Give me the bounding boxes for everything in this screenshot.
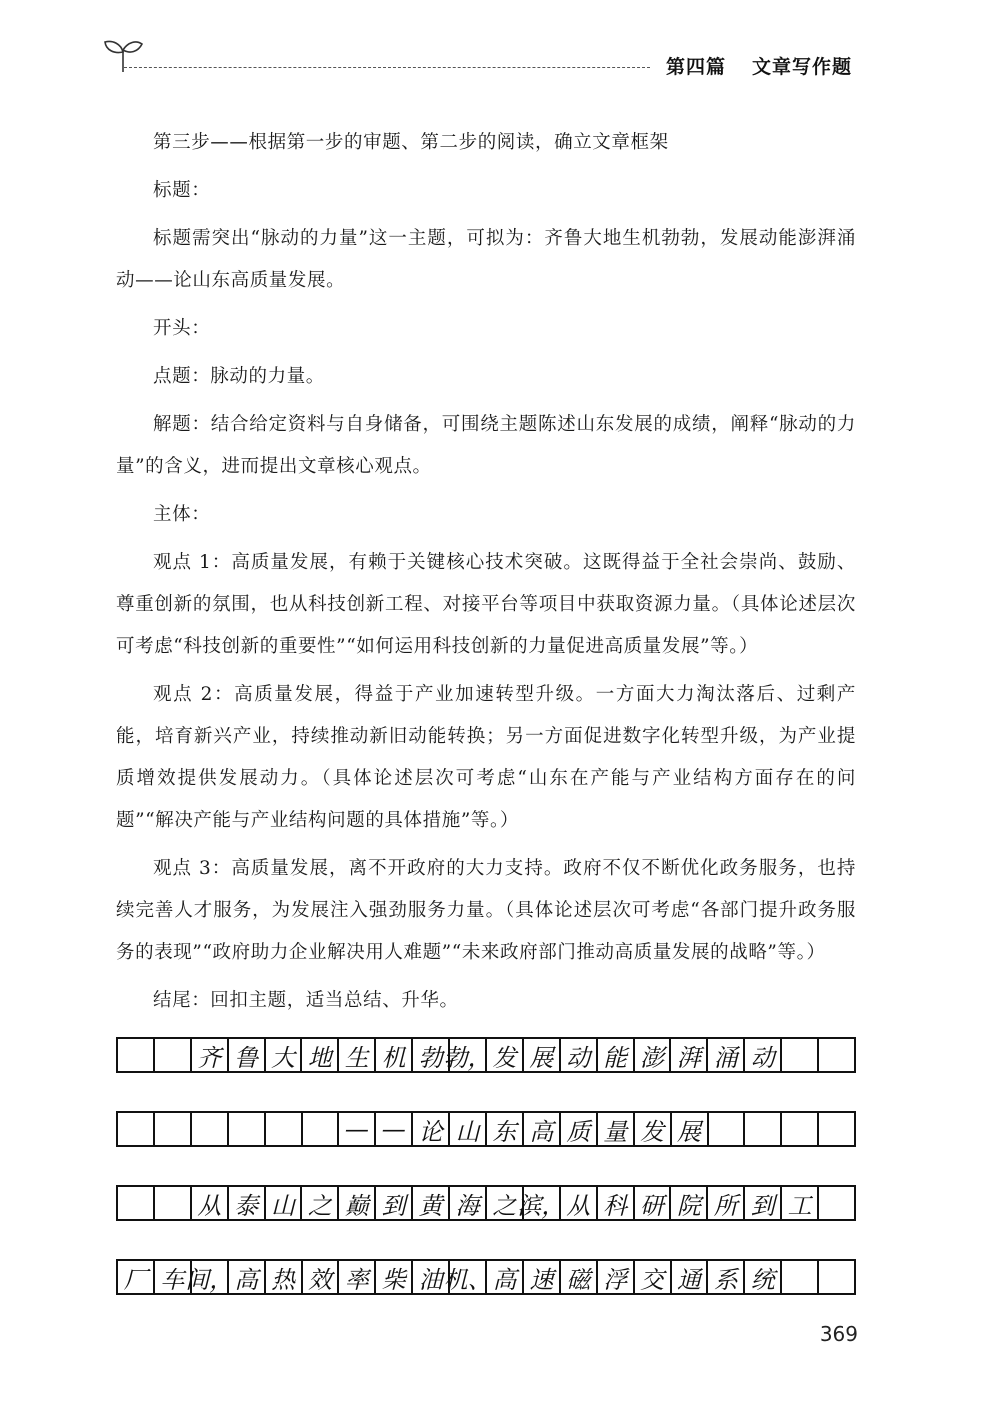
grid-cell: 动 xyxy=(745,1039,782,1071)
grid-cell xyxy=(192,1113,229,1145)
grid-cell: 地 xyxy=(302,1039,339,1071)
article-body xyxy=(116,122,856,1028)
grid-cell: — xyxy=(376,1113,413,1145)
paragraph-viewpoint-2: 观点 2：高质量发展，得益于产业加速转型升级。一方面大力淘汰落后、过剩产能，培育新兴产业，持续推动新旧动能转换；另一方面促进数字化转型升级，为产业提质增效提供发展动力。（具体论述层次可考虑“山东在产能与产业结构方面存在的问题”“解决产能与产业结构问题的具体措施”等。） xyxy=(116,684,856,831)
grid-cell: 巅 xyxy=(339,1187,376,1219)
grid-cell: 机 xyxy=(376,1039,413,1071)
grid-cell: 勃 xyxy=(413,1039,450,1071)
grid-cell xyxy=(819,1187,856,1219)
grid-cell: 黄 xyxy=(413,1187,450,1219)
grid-cell: 鲁 xyxy=(229,1039,266,1071)
paragraph-title-label: 标题： xyxy=(153,180,211,201)
grid-cell: 海 xyxy=(450,1187,487,1219)
grid-cell: 动 xyxy=(561,1039,598,1071)
grid-cell: 效 xyxy=(303,1261,340,1293)
grid-cell: 从 xyxy=(561,1187,598,1219)
page-header xyxy=(100,34,860,84)
grid-cell: 能 xyxy=(598,1039,635,1071)
grid-cell: 机、 xyxy=(450,1261,487,1293)
grid-cell: 研 xyxy=(635,1187,672,1219)
header-title xyxy=(666,52,852,79)
grid-cell: 到 xyxy=(376,1187,413,1219)
grid-cell: 工 xyxy=(782,1187,819,1219)
grid-cell: 滨， xyxy=(524,1187,561,1219)
grid-cell: 发 xyxy=(487,1039,524,1071)
paragraph-title-detail: 标题需突出“脉动的力量”这一主题，可拟为：齐鲁大地生机勃勃，发展动能澎湃涌动——论山东高质量发展。 xyxy=(116,228,856,291)
grid-cell: 高 xyxy=(229,1261,266,1293)
grid-cell: 澎 xyxy=(635,1039,672,1071)
paragraph-body-label: 主体： xyxy=(153,504,211,525)
page-number: 369 xyxy=(819,1322,858,1346)
grid-cell: 东 xyxy=(487,1113,524,1145)
grid-cell xyxy=(819,1261,856,1293)
writing-grid xyxy=(116,1037,856,1333)
grid-cell: 展 xyxy=(672,1113,709,1145)
grid-row xyxy=(116,1037,856,1073)
header-part: 第四篇 xyxy=(665,56,726,78)
header-divider xyxy=(124,67,650,68)
grid-cell: — xyxy=(339,1113,376,1145)
paragraph-ending: 结尾：回扣主题，适当总结、升华。 xyxy=(153,990,459,1011)
grid-cell: 量 xyxy=(598,1113,635,1145)
grid-cell: 质 xyxy=(561,1113,598,1145)
grid-row xyxy=(116,1185,856,1221)
grid-cell xyxy=(819,1039,856,1071)
grid-cell: 高 xyxy=(487,1261,524,1293)
grid-cell xyxy=(118,1039,155,1071)
paragraph-explain-topic: 解题：结合给定资料与自身储备，可围绕主题陈述山东发展的成绩，阐释“脉动的力量”的含义，进而提出文章核心观点。 xyxy=(116,414,856,477)
grid-cell xyxy=(819,1113,856,1145)
grid-cell: 之 xyxy=(487,1187,524,1219)
grid-cell xyxy=(303,1113,340,1145)
grid-cell: 率 xyxy=(339,1261,376,1293)
grid-cell: 到 xyxy=(745,1187,782,1219)
grid-row xyxy=(116,1111,856,1147)
grid-cell: 展 xyxy=(524,1039,561,1071)
grid-cell xyxy=(118,1113,155,1145)
grid-cell xyxy=(155,1039,192,1071)
paragraph-opening-label: 开头： xyxy=(153,318,211,339)
sprout-icon xyxy=(100,34,146,74)
grid-cell: 柴 xyxy=(376,1261,413,1293)
grid-cell: 之 xyxy=(302,1187,339,1219)
grid-row xyxy=(116,1259,856,1295)
grid-cell: 论 xyxy=(413,1113,450,1145)
grid-cell: 热 xyxy=(266,1261,303,1293)
grid-cell: 油 xyxy=(413,1261,450,1293)
grid-cell xyxy=(782,1039,819,1071)
paragraph-viewpoint-3: 观点 3：高质量发展，离不开政府的大力支持。政府不仅不断优化政务服务，也持续完善人才服务，为发展注入强劲服务力量。（具体论述层次可考虑“各部门提升政务服务的表现”“政府助力企业解决用人难题”“未来政府部门推动高质量发展的战略”等。） xyxy=(116,858,856,963)
grid-cell xyxy=(266,1113,303,1145)
grid-cell: 院 xyxy=(671,1187,708,1219)
grid-cell: 间， xyxy=(192,1261,229,1293)
grid-cell: 生 xyxy=(339,1039,376,1071)
grid-cell xyxy=(155,1187,192,1219)
grid-cell: 磁 xyxy=(561,1261,598,1293)
grid-cell: 速 xyxy=(524,1261,561,1293)
grid-cell xyxy=(155,1113,192,1145)
grid-cell xyxy=(118,1187,155,1219)
grid-cell xyxy=(229,1113,266,1145)
grid-cell: 车 xyxy=(155,1261,192,1293)
paragraph-step-three: 第三步——根据第一步的审题、第二步的阅读，确立文章框架 xyxy=(153,132,669,153)
grid-cell: 从 xyxy=(192,1187,229,1219)
grid-cell: 发 xyxy=(635,1113,672,1145)
grid-cell: 系 xyxy=(708,1261,745,1293)
grid-cell: 通 xyxy=(672,1261,709,1293)
grid-cell xyxy=(745,1113,782,1145)
grid-cell: 涌 xyxy=(708,1039,745,1071)
grid-cell: 交 xyxy=(635,1261,672,1293)
grid-cell: 勃， xyxy=(450,1039,487,1071)
grid-cell: 所 xyxy=(708,1187,745,1219)
grid-cell xyxy=(782,1261,819,1293)
grid-cell xyxy=(709,1113,746,1145)
grid-cell: 科 xyxy=(598,1187,635,1219)
grid-cell: 湃 xyxy=(671,1039,708,1071)
grid-cell: 厂 xyxy=(118,1261,155,1293)
grid-cell: 泰 xyxy=(229,1187,266,1219)
paragraph-viewpoint-1: 观点 1：高质量发展，有赖于关键核心技术突破。这既得益于全社会崇尚、鼓励、尊重创新的氛围，也从科技创新工程、对接平台等项目中获取资源力量。（具体论述层次可考虑“科技创新的重要性”“如何运用科技创新的力量促进高质量发展”等。） xyxy=(116,552,856,657)
header-chapter: 文章写作题 xyxy=(751,56,852,78)
grid-cell: 统 xyxy=(745,1261,782,1293)
grid-cell: 大 xyxy=(266,1039,303,1071)
grid-cell: 高 xyxy=(524,1113,561,1145)
grid-cell: 山 xyxy=(266,1187,303,1219)
paragraph-point-topic: 点题：脉动的力量。 xyxy=(153,366,325,387)
grid-cell xyxy=(782,1113,819,1145)
grid-cell: 浮 xyxy=(598,1261,635,1293)
grid-cell: 山 xyxy=(450,1113,487,1145)
grid-cell: 齐 xyxy=(192,1039,229,1071)
